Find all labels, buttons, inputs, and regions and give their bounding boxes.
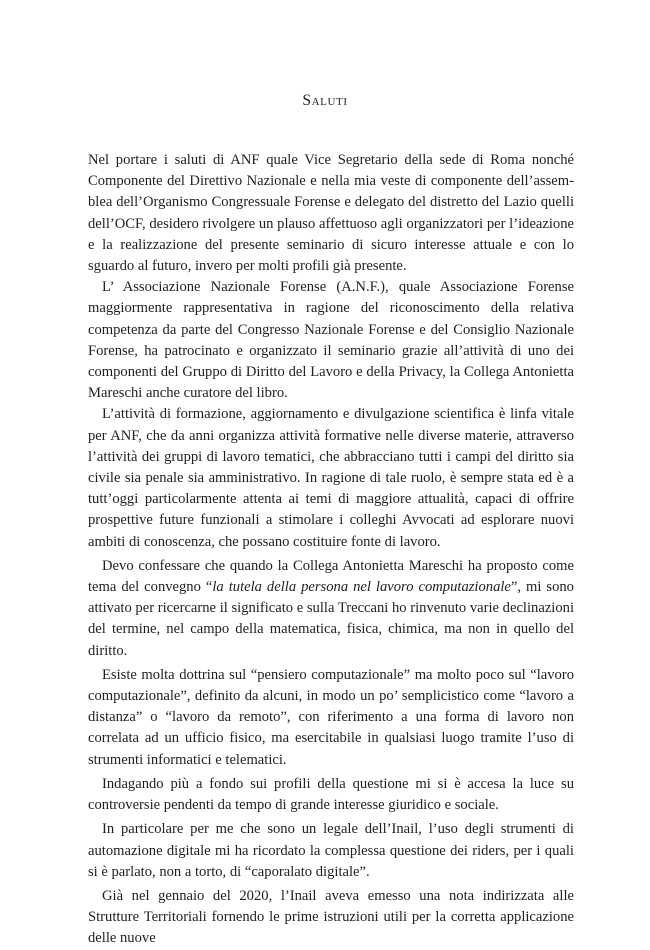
paragraph-6: Indagando più a fondo sui profili della questione mi si è accesa la luce su controversie pendenti da tempo di grande interesse giuridico e sociale. [88, 775, 574, 814]
paragraph-4-text-b: ”, mi sono attivato per ricercarne il significato e sulla Treccani ho rinvenuto varie declinazioni del termine, nel campo della matematica, fisica, chimica, ma non in quello del diritto. [88, 579, 574, 659]
paragraph-3: L’attività di formazione, aggiornamento e divulgazione scientifica è linfa vitale per ANF, che da anni organizza attività formative nelle diverse materie, attraverso l’attività dei gruppi di lavoro tematici, che abbracciano tutti i campi del diritto sia civile sia penale sia amministrativo. In ragione di tale ruolo, è sempre stata ed è a tutt’oggi particolarmente attenta ai temi di maggiore attualità, capaci di offrire prospettive future funzionali a stimolare i colleghi Avvocati ad esplorare nuovi ambiti di conoscenza, che possano costituire fonte di lavoro. [88, 406, 574, 550]
section-title: Saluti [302, 92, 348, 109]
paragraph-2: L’ Associazione Nazionale Forense (A.N.F.), quale Associazione Forense maggiormente rappresentativa in ragione del riconoscimento della relativa competenza da parte del Congresso Nazionale Forense e del Consiglio Nazionale Forense, ha patrocinato e organizzato il seminario grazie all’attività di uno dei componenti del Gruppo di Diritto del Lavoro e della Privacy, la Collega Antonietta Mareschi anche curatore del libro. [88, 279, 574, 402]
paragraph-1: Nel portare i saluti di ANF quale Vice Segretario della sede di Roma nonché Componente del Direttivo Nazionale e nella mia veste di componente dell’assemblea dell’Organismo Congressuale Forense e delegato del distretto del Lazio quelli dell’OCF, desidero rivolgere un plauso affettuoso agli organizzatori per l’ideazione e la realizzazione del presente seminario di sicuro interesse attuale e con lo sguardo al futuro, invero per molti profili già presente. [88, 152, 574, 275]
paragraph-4-italic-title: la tutela della persona nel lavoro computazionale [212, 579, 511, 596]
body-text [88, 150, 574, 950]
paragraph-4-text-a: Devo confessare che quando la Collega Antonietta Mareschi ha proposto come tema del convegno “ [88, 557, 574, 596]
paragraph-8: Già nel gennaio del 2020, l’Inail aveva emesso una nota indirizzata alle Strutture Territoriali fornendo le prime istruzioni utili per la corretta applicazione delle nuove [88, 887, 574, 947]
paragraph-7: In particolare per me che sono un legale dell’Inail, l’uso degli strumenti di automazione digitale mi ha ricordato la complessa questione dei riders, per i quali si è parlato, non a torto, di “caporalato digitale”. [88, 821, 574, 880]
paragraph-4 [88, 556, 574, 662]
paragraph-5: Esiste molta dottrina sul “pensiero computazionale” ma molto poco sul “lavoro computazionale”, definito da alcuni, in modo un po’ semplicistico come “lavoro a distanza” o “lavoro da remoto”, con riferimento a una forma di lavoro non correlata ad un ufficio fisico, ma esercitabile in qualsiasi luogo tramite l’uso di strumenti informatici e telematici. [88, 666, 574, 768]
